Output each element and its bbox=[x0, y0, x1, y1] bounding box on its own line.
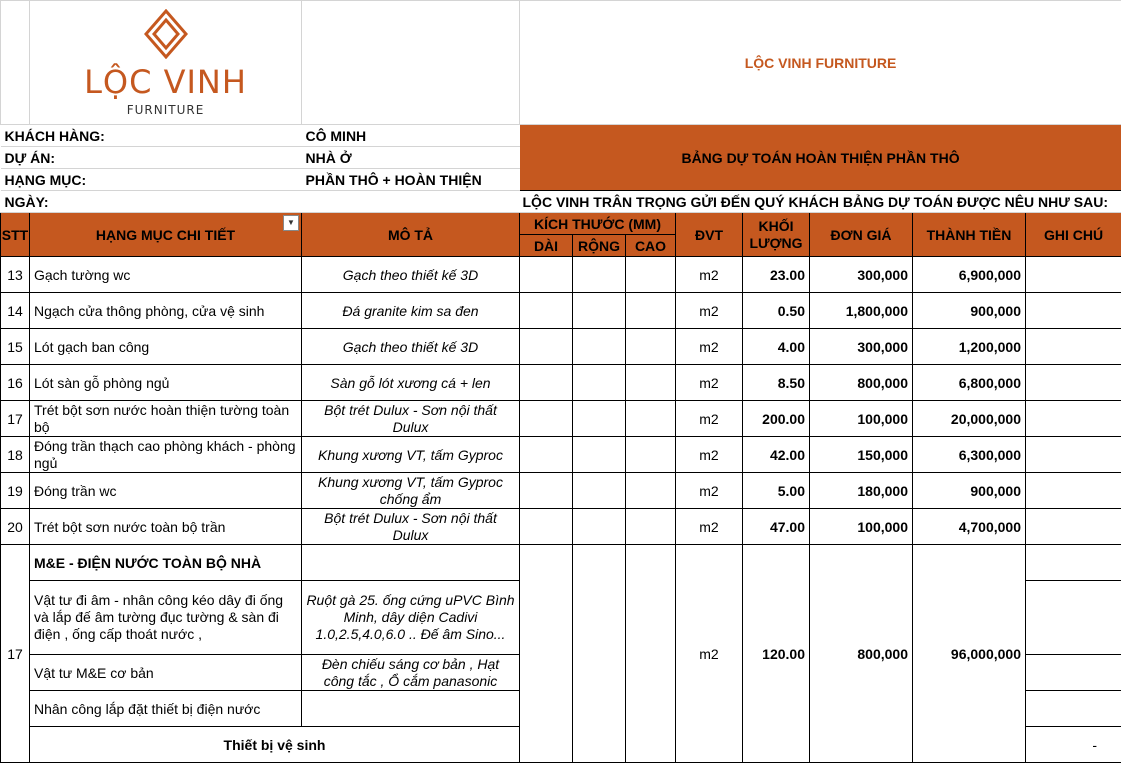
row-item: Đóng trần thạch cao phòng khách - phòng ngủ bbox=[30, 437, 302, 473]
row-width bbox=[573, 293, 626, 329]
date-label: NGÀY: bbox=[1, 191, 302, 213]
row-height bbox=[626, 509, 676, 545]
row-stt: 16 bbox=[1, 365, 30, 401]
table-row bbox=[1, 473, 1121, 509]
row-total: 900,000 bbox=[913, 473, 1026, 509]
row-unit: m2 bbox=[676, 437, 743, 473]
row-width bbox=[573, 509, 626, 545]
me-section-title: M&E - ĐIỆN NƯỚC TOÀN BỘ NHÀ bbox=[30, 545, 302, 581]
customer-value: CÔ MINH bbox=[302, 125, 520, 147]
me-qty: 120.00 bbox=[743, 545, 810, 763]
project-label: DỰ ÁN: bbox=[1, 147, 302, 169]
me-sub1-item: Vật tư đi âm - nhân công kéo dây đi ống và lắp đế âm tường đục tường & sàn đi điện , ống cấp thoát nước , bbox=[30, 581, 302, 655]
me-width bbox=[573, 545, 626, 763]
brand-title: LỘC VINH FURNITURE bbox=[520, 1, 1121, 125]
row-total: 6,900,000 bbox=[913, 257, 1026, 293]
row-width bbox=[573, 401, 626, 437]
row-unit: m2 bbox=[676, 293, 743, 329]
header-qty: KHỐI LƯỢNG bbox=[743, 213, 810, 257]
row-note bbox=[1026, 473, 1121, 509]
row-qty: 42.00 bbox=[743, 437, 810, 473]
row-price: 100,000 bbox=[810, 401, 913, 437]
me-length bbox=[520, 545, 573, 763]
me-sub1-note bbox=[1026, 581, 1121, 655]
row-note bbox=[1026, 401, 1121, 437]
me-unit: m2 bbox=[676, 545, 743, 763]
row-stt: 14 bbox=[1, 293, 30, 329]
me-sub3-desc bbox=[302, 691, 520, 727]
row-width bbox=[573, 473, 626, 509]
row-total: 4,700,000 bbox=[913, 509, 1026, 545]
row-item: Gạch tường wc bbox=[30, 257, 302, 293]
row-note bbox=[1026, 293, 1121, 329]
me-height bbox=[626, 545, 676, 763]
row-unit: m2 bbox=[676, 473, 743, 509]
customer-label: KHÁCH HÀNG: bbox=[1, 125, 302, 147]
me-total: 96,000,000 bbox=[913, 545, 1026, 763]
me-sub3-item: Nhân công lắp đặt thiết bị điện nước bbox=[30, 691, 302, 727]
row-qty: 0.50 bbox=[743, 293, 810, 329]
sanitary-title: Thiết bị vệ sinh bbox=[30, 727, 520, 763]
row-height bbox=[626, 365, 676, 401]
row-length bbox=[520, 437, 573, 473]
row-total: 6,300,000 bbox=[913, 437, 1026, 473]
row-note bbox=[1026, 509, 1121, 545]
row-height bbox=[626, 257, 676, 293]
me-stt: 17 bbox=[1, 545, 30, 763]
row-length bbox=[520, 401, 573, 437]
header-note: GHI CHÚ bbox=[1026, 213, 1121, 257]
row-length bbox=[520, 365, 573, 401]
row-item: Ngạch cửa thông phòng, cửa vệ sinh bbox=[30, 293, 302, 329]
row-note bbox=[1026, 329, 1121, 365]
header-total: THÀNH TIỀN bbox=[913, 213, 1026, 257]
row-qty: 8.50 bbox=[743, 365, 810, 401]
filter-dropdown-icon[interactable]: ▼ bbox=[283, 215, 299, 231]
row-desc: Bột trét Dulux - Sơn nội thất Dulux bbox=[302, 509, 520, 545]
row-qty: 47.00 bbox=[743, 509, 810, 545]
project-value: NHÀ Ở bbox=[302, 147, 520, 169]
row-length bbox=[520, 509, 573, 545]
row-width bbox=[573, 329, 626, 365]
row-length bbox=[520, 257, 573, 293]
row-qty: 5.00 bbox=[743, 473, 810, 509]
me-sub2-desc: Đèn chiếu sáng cơ bản , Hạt công tắc , Ổ cắm panasonic bbox=[302, 655, 520, 691]
row-price: 150,000 bbox=[810, 437, 913, 473]
table-row bbox=[1, 257, 1121, 293]
row-price: 180,000 bbox=[810, 473, 913, 509]
me-sub2-item: Vật tư M&E cơ bản bbox=[30, 655, 302, 691]
header-item-label: HẠNG MỤC CHI TIẾT bbox=[96, 227, 235, 243]
table-row bbox=[1, 401, 1121, 437]
row-item: Lót sàn gỗ phòng ngủ bbox=[30, 365, 302, 401]
row-item: Đóng trần wc bbox=[30, 473, 302, 509]
row-length bbox=[520, 473, 573, 509]
row-desc: Bột trét Dulux - Sơn nội thất Dulux bbox=[302, 401, 520, 437]
row-price: 1,800,000 bbox=[810, 293, 913, 329]
row-height bbox=[626, 293, 676, 329]
quote-banner: BẢNG DỰ TOÁN HOÀN THIỆN PHẦN THÔ bbox=[520, 125, 1121, 191]
row-width bbox=[573, 365, 626, 401]
row-unit: m2 bbox=[676, 509, 743, 545]
row-price: 300,000 bbox=[810, 257, 913, 293]
header-unit: ĐVT bbox=[676, 213, 743, 257]
row-stt: 20 bbox=[1, 509, 30, 545]
row-length bbox=[520, 329, 573, 365]
row-desc: Khung xương VT, tấm Gyproc chống ẩm bbox=[302, 473, 520, 509]
table-row bbox=[1, 365, 1121, 401]
row-stt: 17 bbox=[1, 401, 30, 437]
diamond-logo-icon bbox=[144, 9, 188, 59]
header-size: KÍCH THƯỚC (MM) bbox=[520, 213, 676, 235]
me-title-desc bbox=[302, 545, 520, 581]
row-total: 1,200,000 bbox=[913, 329, 1026, 365]
empty-cell bbox=[302, 1, 520, 125]
row-unit: m2 bbox=[676, 257, 743, 293]
header-height: CAO bbox=[626, 235, 676, 257]
row-total: 900,000 bbox=[913, 293, 1026, 329]
header-stt: STT bbox=[1, 213, 30, 257]
row-height bbox=[626, 329, 676, 365]
header-desc: MÔ TẢ bbox=[302, 213, 520, 257]
category-label: HẠNG MỤC: bbox=[1, 169, 302, 191]
header-item bbox=[30, 213, 302, 257]
row-unit: m2 bbox=[676, 401, 743, 437]
row-stt: 15 bbox=[1, 329, 30, 365]
row-stt: 18 bbox=[1, 437, 30, 473]
row-desc: Khung xương VT, tấm Gyproc bbox=[302, 437, 520, 473]
row-qty: 4.00 bbox=[743, 329, 810, 365]
logo-name: LỘC VINH bbox=[34, 65, 297, 99]
me-section-row bbox=[1, 545, 1121, 581]
header-width: RỘNG bbox=[573, 235, 626, 257]
row-item: Lót gạch ban công bbox=[30, 329, 302, 365]
me-price: 800,000 bbox=[810, 545, 913, 763]
row-total: 20,000,000 bbox=[913, 401, 1026, 437]
row-unit: m2 bbox=[676, 329, 743, 365]
row-note bbox=[1026, 437, 1121, 473]
row-qty: 200.00 bbox=[743, 401, 810, 437]
row-height bbox=[626, 437, 676, 473]
row-length bbox=[520, 293, 573, 329]
corner-cell bbox=[1, 1, 30, 125]
table-row bbox=[1, 329, 1121, 365]
sanitary-total: - bbox=[1026, 727, 1121, 763]
table-row bbox=[1, 293, 1121, 329]
row-stt: 13 bbox=[1, 257, 30, 293]
logo bbox=[30, 1, 302, 125]
row-unit: m2 bbox=[676, 365, 743, 401]
me-sub1-desc: Ruột gà 25. ống cứng uPVC Bình Minh, dây diện Cadivi 1.0,2.5,4.0,6.0 .. Đế âm Sino... bbox=[302, 581, 520, 655]
row-note bbox=[1026, 257, 1121, 293]
logo-subtitle: FURNITURE bbox=[34, 103, 297, 117]
row-price: 300,000 bbox=[810, 329, 913, 365]
table-row bbox=[1, 509, 1121, 545]
header-price: ĐƠN GIÁ bbox=[810, 213, 913, 257]
row-desc: Đá granite kim sa đen bbox=[302, 293, 520, 329]
row-total: 6,800,000 bbox=[913, 365, 1026, 401]
row-height bbox=[626, 401, 676, 437]
row-item: Trét bột sơn nước hoàn thiện tường toàn bộ bbox=[30, 401, 302, 437]
row-desc: Gạch theo thiết kế 3D bbox=[302, 329, 520, 365]
row-note bbox=[1026, 365, 1121, 401]
category-value: PHẦN THÔ + HOÀN THIỆN bbox=[302, 169, 520, 191]
me-sub3-note bbox=[1026, 691, 1121, 727]
table-row bbox=[1, 437, 1121, 473]
row-width bbox=[573, 257, 626, 293]
row-item: Trét bột sơn nước toàn bộ trần bbox=[30, 509, 302, 545]
row-height bbox=[626, 473, 676, 509]
row-price: 100,000 bbox=[810, 509, 913, 545]
row-desc: Gạch theo thiết kế 3D bbox=[302, 257, 520, 293]
date-value bbox=[302, 191, 520, 213]
row-stt: 19 bbox=[1, 473, 30, 509]
row-desc: Sàn gỗ lót xương cá + len bbox=[302, 365, 520, 401]
row-width bbox=[573, 437, 626, 473]
header-length: DÀI bbox=[520, 235, 573, 257]
greeting-text: LỘC VINH TRÂN TRỌNG GỬI ĐẾN QUÝ KHÁCH BẢNG DỰ TOÁN ĐƯỢC NÊU NHƯ SAU: bbox=[520, 191, 1121, 213]
row-qty: 23.00 bbox=[743, 257, 810, 293]
me-note bbox=[1026, 545, 1121, 581]
row-price: 800,000 bbox=[810, 365, 913, 401]
me-sub2-note bbox=[1026, 655, 1121, 691]
